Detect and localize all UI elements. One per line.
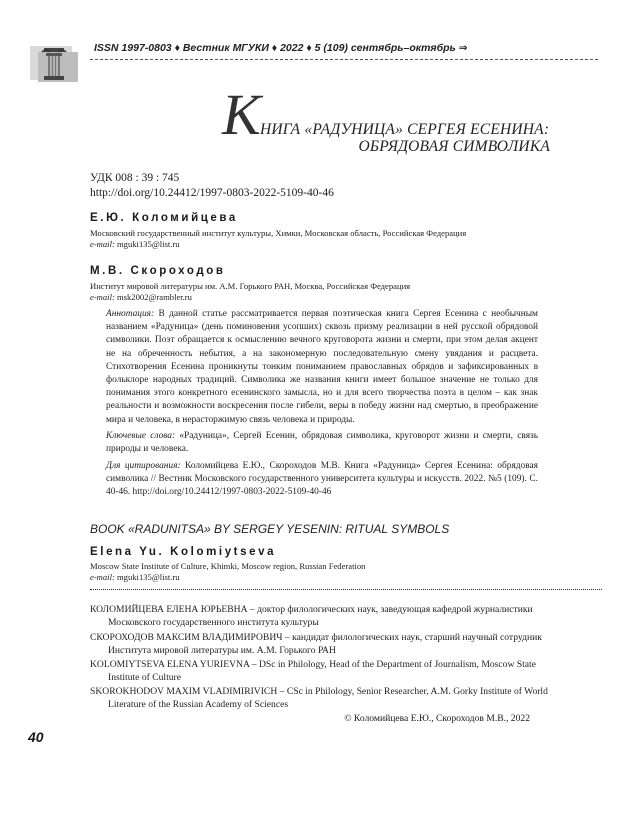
author-email-line xyxy=(90,239,180,249)
article-title xyxy=(222,82,550,156)
email-label: e-mail: xyxy=(90,292,115,302)
title-line-1: НИГА «РАДУНИЦА» СЕРГЕЯ ЕСЕНИНА: xyxy=(260,121,550,138)
english-email-line xyxy=(90,572,180,582)
abstract xyxy=(106,308,538,427)
year: 2022 xyxy=(280,42,304,54)
udk: УДК 008 : 39 : 745 xyxy=(90,172,180,184)
title-line-2: ОБРЯДОВАЯ СИМВОЛИКА xyxy=(358,138,550,155)
issue: 5 (109) сентябрь–октябрь xyxy=(314,42,456,54)
keywords-text: «Радуница», Сергей Есенин, обрядовая символика, круговорот жизни и смерти, связь природы и человека. xyxy=(106,431,539,455)
copyright: © Коломийцева Е.Ю., Скороходов М.В., 2022 xyxy=(344,713,530,724)
header-separator: ♦ xyxy=(174,42,180,54)
author-bio: SKOROKHODOV MAXIM VLADIMIRIVICH – CSc in Philology, Senior Researcher, A.M. Gorky Institute of World Literature of the Russian Academy of Sciences xyxy=(90,686,548,711)
citation xyxy=(106,460,538,500)
journal-name: Вестник МГУКИ xyxy=(182,42,269,54)
author-bio: СКОРОХОДОВ МАКСИМ ВЛАДИМИРОВИЧ – кандидат филологических наук, старший научный сотрудник Института мировой литературы им. А.М. Горького РАН xyxy=(90,632,542,657)
english-affiliation: Moscow State Institute of Culture, Khimki, Moscow region, Russian Federation xyxy=(90,561,366,571)
header-separator: ♦ xyxy=(306,42,312,54)
citation-text: Коломийцева Е.Ю., Скороходов М.В. Книга «Радуница» Сергея Есенина: обрядовая символика // Вестник Московского государственного университета культуры и искусств. 2022. №5 (109). С. 40-46. http://doi.org/10.24412/1997-0803-2022-5109-40-46 xyxy=(106,461,538,498)
header-separator: ♦ xyxy=(271,42,278,54)
page-number: 40 xyxy=(28,729,44,745)
author-email-line xyxy=(90,292,192,302)
english-title: BOOK «RADUNITSA» BY SERGEY YESENIN: RITUAL SYMBOLS xyxy=(90,522,450,536)
keywords-label: Ключевые слова: xyxy=(106,431,176,441)
email-label: e-mail: xyxy=(90,572,115,582)
section-divider xyxy=(90,589,602,590)
author-bio: КОЛОМИЙЦЕВА ЕЛЕНА ЮРЬЕВНА – доктор филологических наук, заведующая кафедрой журналистики Московского государственного института культуры xyxy=(90,604,533,629)
author-email[interactable]: mguki135@list.ru xyxy=(116,239,180,249)
arrow-icon: ⇒ xyxy=(458,42,468,54)
author-affiliation: Московский государственный институт культуры, Химки, Московская область, Российская Федерация xyxy=(90,228,467,238)
english-author-name: Elena Yu. Kolomiytseva xyxy=(90,546,277,558)
issn: ISSN 1997-0803 xyxy=(94,42,172,54)
header-rule xyxy=(90,59,598,60)
english-email[interactable]: mguki135@list.ru xyxy=(116,572,180,582)
keywords xyxy=(106,430,538,456)
author-bio: KOLOMIYTSEVA ELENA YURIEVNA – DSc in Philology, Head of the Department of Journalism, Moscow State Institute of Culture xyxy=(90,659,536,684)
author-name: Е.Ю. Коломийцева xyxy=(90,212,238,224)
author-email[interactable]: msk2002@rambler.ru xyxy=(116,292,192,302)
email-label: e-mail: xyxy=(90,239,115,249)
author-name: М.В. Скороходов xyxy=(90,265,226,277)
citation-label: Для цитирования: xyxy=(106,461,181,471)
abstract-text: В данной статье рассматривается первая поэтическая книга Сергея Есенина с необычным названием «Радуница» (день поминовения усопших) сквозь призму реализации в ней русской обрядовой символики. Поэт обращается к осмыслению вечного круговорота жизни и смерти, при этом делая акцент не на обреченность небытия, а на закономерную последовательную смену увядания и расцвета. Стихотворения Есенина проникнуты тонким пониманием православных обрядов и зафиксированных в фольклоре народных традиций. Символика же названия книги имеет большое значение не только для понимания этого конкретного есенинского замысла, но и для всего творчества поэта в целом – как знак реальности и возможности воскресения после гибели, веры в победу жизни над смертью, в преображение мира и человека, в нерасторжимую связь человека и природы. xyxy=(106,309,538,425)
journal-header xyxy=(0,40,622,88)
doi-link[interactable]: http://doi.org/10.24412/1997-0803-2022-5109-40-46 xyxy=(90,187,334,199)
abstract-label: Аннотация: xyxy=(106,309,155,319)
author-affiliation: Институт мировой литературы им. А.М. Горького РАН, Москва, Российская Федерация xyxy=(90,281,411,291)
column-logo-icon xyxy=(28,40,88,86)
header-text xyxy=(94,42,468,54)
title-initial: К xyxy=(222,82,261,147)
